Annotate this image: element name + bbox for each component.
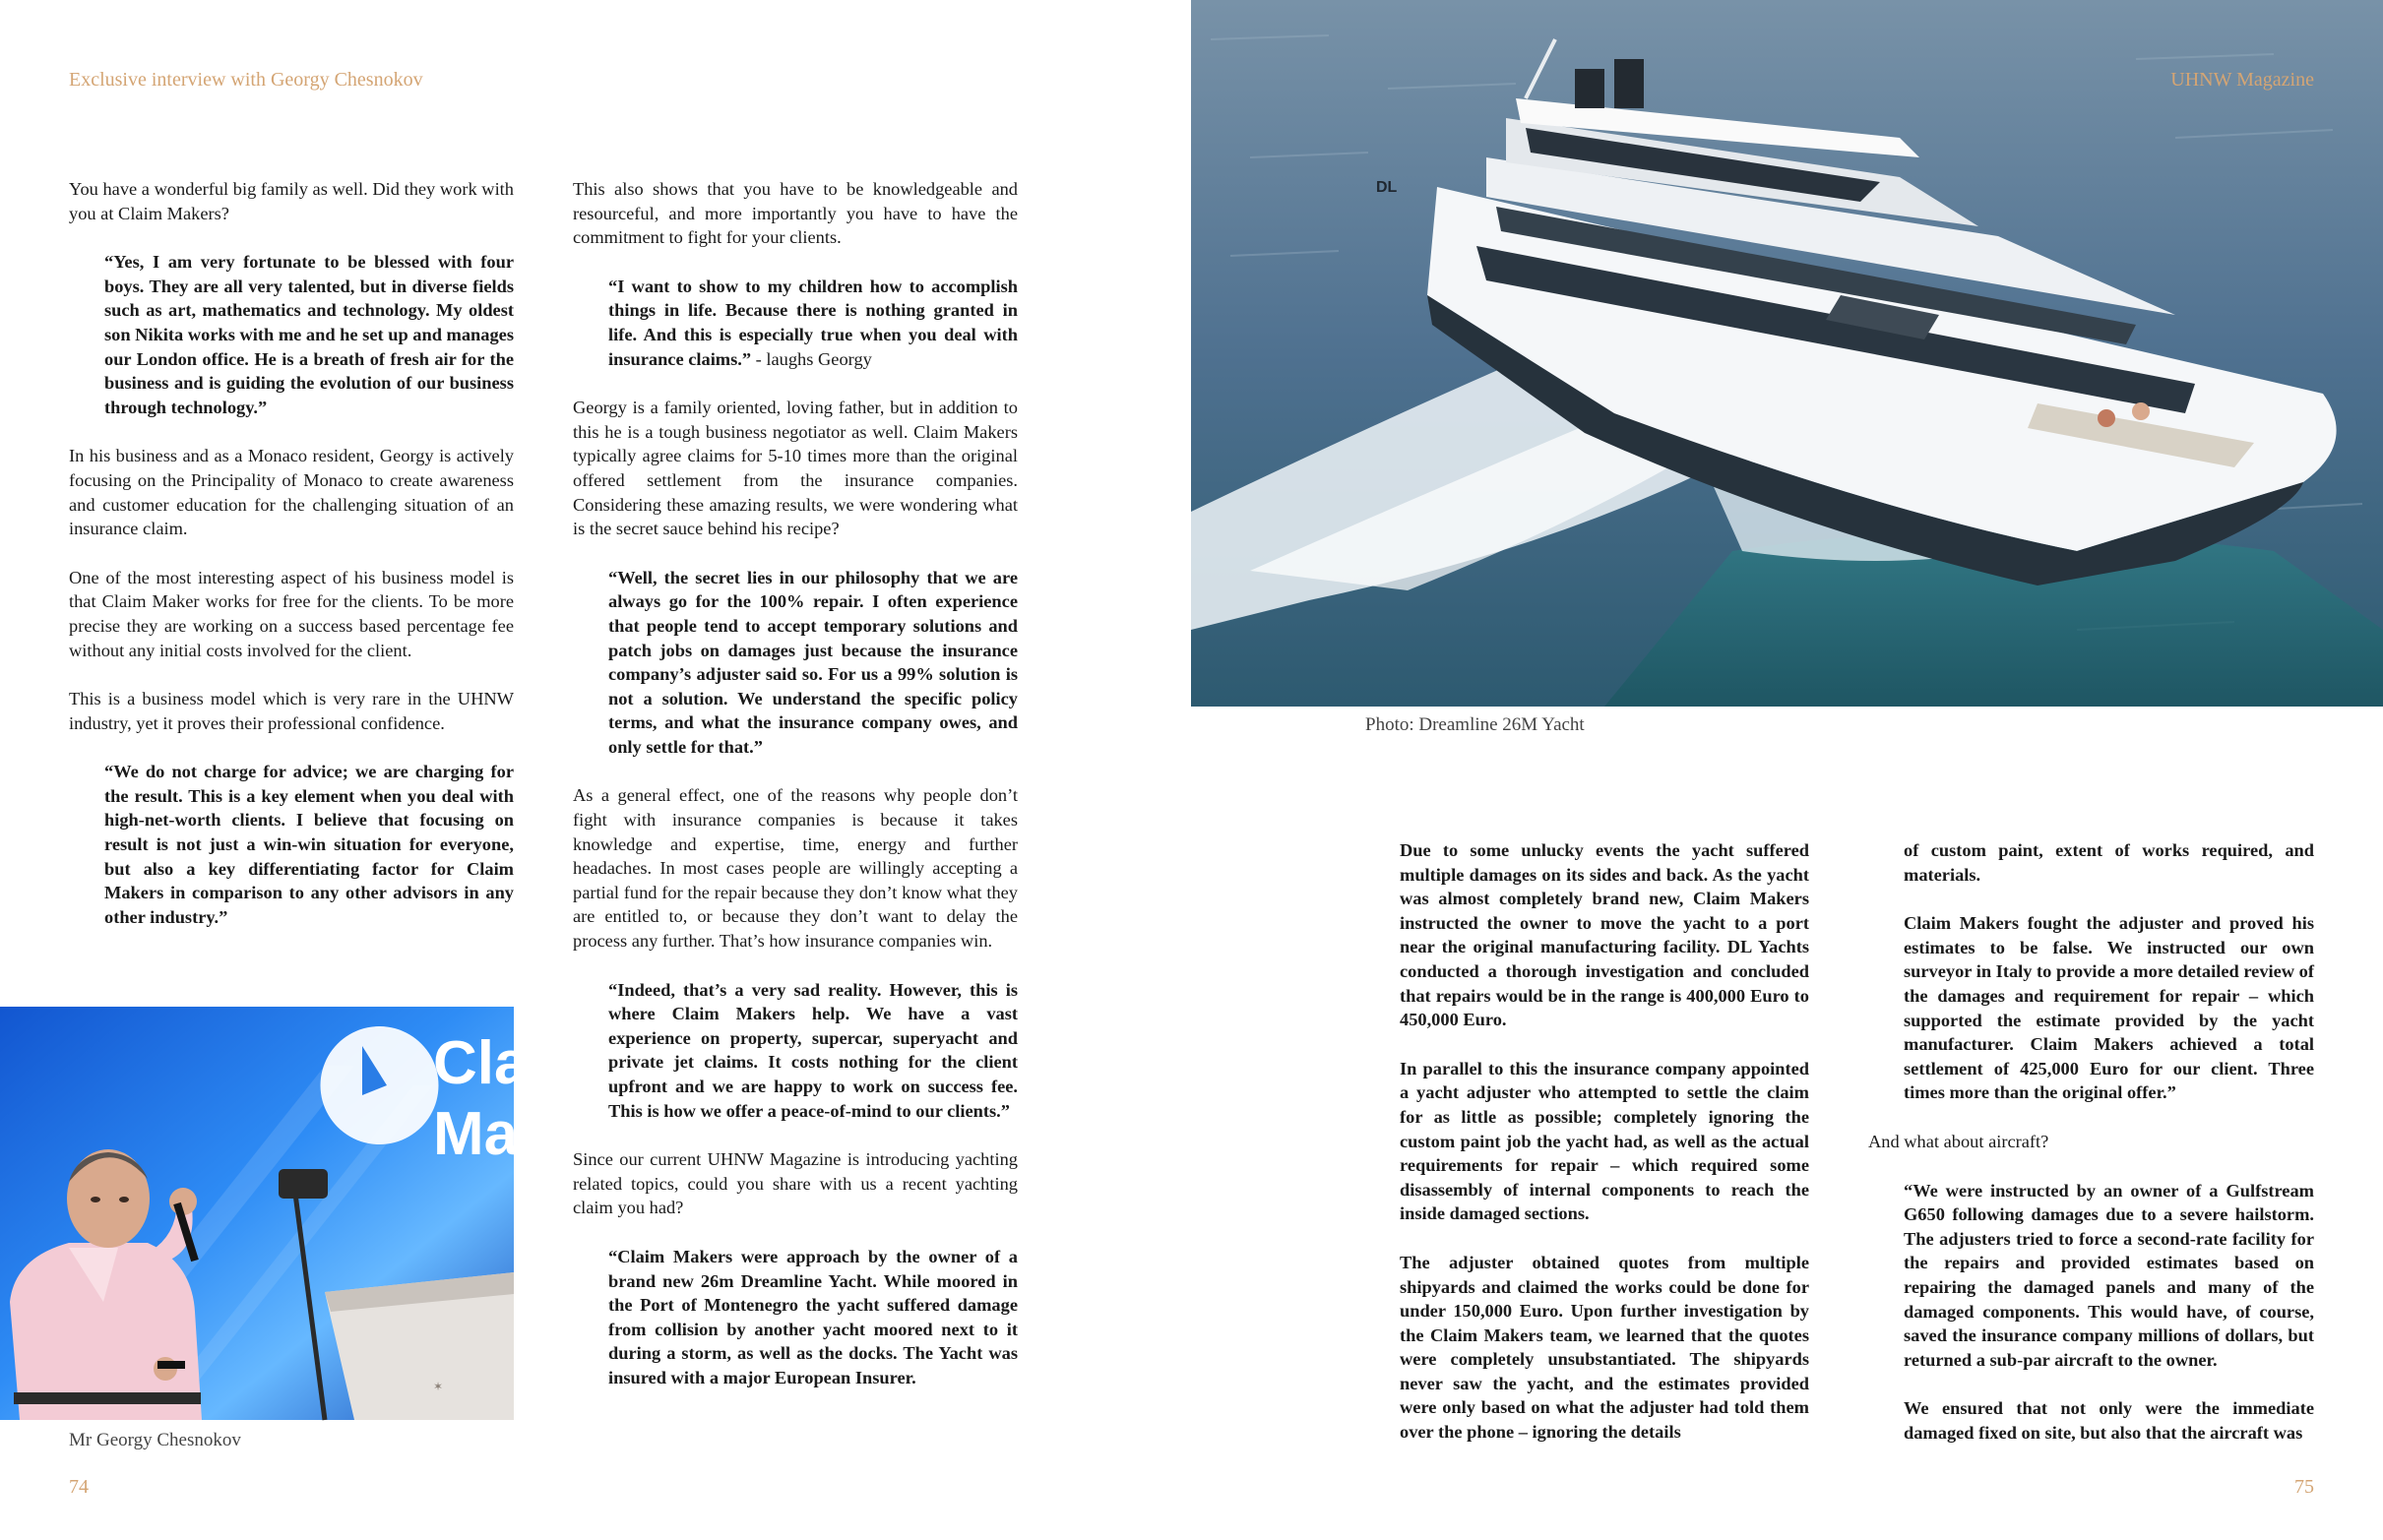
quote-paragraph: “We were instructed by an owner of a Gulfstream G650 following damages due to a severe hailstorm. The adjusters tried to force a second-rate facility for the repairs and provided estimates based on repairing the damaged panels and many of the damaged components. This would have, of course, saved the insurance company millions of dollars, but returned a sub-par aircraft to the owner.: [1904, 1180, 2314, 1370]
right-column-1: [1400, 838, 1809, 1469]
page-number-right: 75: [2294, 1476, 2314, 1498]
left-column-1: [69, 177, 514, 954]
quote-paragraph: We ensured that not only were the immediate damaged fixed on site, but also that the aircraft was: [1904, 1398, 2314, 1443]
running-head-left: Exclusive interview with Georgy Chesnokov: [69, 69, 423, 91]
screen-logo-text-2: Ma: [433, 1100, 519, 1168]
left-page: [0, 0, 1191, 1540]
paragraph: This also shows that you have to be knowledgeable and resourceful, and more importantly you have to have the commitment to fight for your clients.: [573, 179, 1018, 248]
paragraph: Georgy is a family oriented, loving father, but in addition to this he is a tough business negotiator as well. Claim Makers typically agree claims for 5-10 times more than the original offered settlement from the insurance companies. Considering these amazing results, we were wondering what is the secret sauce behind his recipe?: [573, 398, 1018, 539]
quote-paragraph: The adjuster obtained quotes from multiple shipyards and claimed the works could be done for under 150,000 Euro. Upon further investigation by the Claim Makers team, we learned that the quotes were completely unsubstantiated. The shipyards never saw the yacht, and the estimates provided were only based on what the adjuster had told them over the phone – ignoring the details: [1400, 1252, 1809, 1443]
quote-paragraph: “I want to show to my children how to accomplish things in life. Because there is nothing granted in life. And this is especially true when you deal with insurance claims.” - laughs Georgy: [608, 276, 1018, 369]
quote-paragraph: “Well, the secret lies in our philosophy that we are always go for the 100% repair. I often experience that people tend to accept temporary solutions and patch jobs on damages just because the insurance company’s adjuster said so. For us a 99% solution is not a solution. We understand the specific policy terms, and what the insurance company owes, and only settle for that.”: [608, 567, 1018, 757]
quote-paragraph: “Indeed, that’s a very sad reality. However, this is where Claim Makers help. We have a vast experience on property, supercar, superyacht and private jet claims. It costs nothing for the client upfront and we are happy to work on success fee. This is how we offer a peace-of-mind to our clients.”: [608, 979, 1018, 1121]
quote-paragraph: “We do not charge for advice; we are charging for the result. This is a key element when you deal with high-net-worth clients. I believe that focusing on result is not just a win-win situation for everyone, but also a key differentiating factor for Claim Makers in comparison to any other advisors in any other industry.”: [104, 762, 514, 927]
podium-emblem-text: ✶: [433, 1380, 444, 1393]
quote-paragraph: Due to some unlucky events the yacht suffered multiple damages on its sides and back. As the yacht was almost completely brand new, Claim Makers instructed the owner to move the yacht to a port near the original manufacturing facility. DL Yachts conducted a thorough investigation and concluded that repairs would be in the range is 400,000 Euro to 450,000 Euro.: [1400, 840, 1809, 1030]
paragraph: In his business and as a Monaco resident, Georgy is actively focusing on the Principality of Monaco to create awareness and customer education for the challenging situation of an insurance claim.: [69, 446, 514, 539]
left-column-2: [573, 177, 1018, 1415]
right-column-2: [1868, 838, 2314, 1469]
yacht-photo-illustration: [1191, 0, 2383, 707]
quote-paragraph: “Yes, I am very fortunate to be blessed with four boys. They are all very talented, but in diverse fields such as art, mathematics and technology. My oldest son Nikita works with me and he set up and manages our London office. He is a breath of fresh air for the business and is guiding the evolution of our business through technology.”: [104, 252, 514, 417]
yacht-photo: [1191, 0, 2383, 707]
paragraph: And what about aircraft?: [1868, 1131, 2049, 1151]
yacht-hull-mark: DL: [1376, 179, 1398, 196]
paragraph: One of the most interesting aspect of his business model is that Claim Maker works for free for the clients. To be more precise they are working on a success based percentage fee without any initial costs involved for the client.: [69, 567, 514, 660]
paragraph: As a general effect, one of the reasons why people don’t fight with insurance companies is because it takes knowledge and expertise, time, energy and further headaches. In most cases people are willingly accepting a partial fund for the repair because they don’t know what they are entitled to, or because they don’t want to delay the process any further. That’s how insurance companies win.: [573, 785, 1018, 952]
yacht-photo-caption: Photo: Dreamline 26M Yacht: [1365, 714, 1585, 735]
paragraph: This is a business model which is very rare in the UHNW industry, yet it proves their professional confidence.: [69, 689, 514, 733]
quote-paragraph: of custom paint, extent of works required, and materials.: [1904, 840, 2314, 885]
paragraph: Since our current UHNW Magazine is introducing yachting related topics, could you share with us a recent yachting claim you had?: [573, 1149, 1018, 1218]
quote-paragraph: Claim Makers fought the adjuster and proved his estimates to be false. We instructed our own surveyor in Italy to provide a more detailed review of the damages and requirement for repair – which supported the estimate provided by the yacht manufacturer. Claim Makers achieved a total settlement of 425,000 Euro for our client. Three times more than the original offer.”: [1904, 913, 2314, 1103]
speaker-photo-caption: Mr Georgy Chesnokov: [69, 1430, 241, 1450]
page-number-left: 74: [69, 1476, 89, 1498]
screen-logo-text-1: Cla: [433, 1029, 529, 1097]
right-page: [1191, 0, 2383, 1540]
quote-paragraph: “Claim Makers were approach by the owner of a brand new 26m Dreamline Yacht. While moored in the Port of Montenegro the yacht suffered damage from collision by another yacht moored next to it during a storm, as well as the docks. The Yacht was insured with a major European Insurer.: [608, 1246, 1018, 1387]
speaker-photo: [0, 1007, 529, 1420]
paragraph: You have a wonderful big family as well. Did they work with you at Claim Makers?: [69, 179, 514, 223]
speaker-photo-illustration: [0, 1007, 529, 1420]
running-head-right: UHNW Magazine: [2170, 69, 2314, 91]
quote-paragraph: In parallel to this the insurance company appointed a yacht adjuster who attempted to settle the claim for as little as possible; completely ignoring the custom paint job the yacht had, as well as the actual requirements for repair – which required some disassembly of internal components to reach the inside damaged sections.: [1400, 1058, 1809, 1224]
